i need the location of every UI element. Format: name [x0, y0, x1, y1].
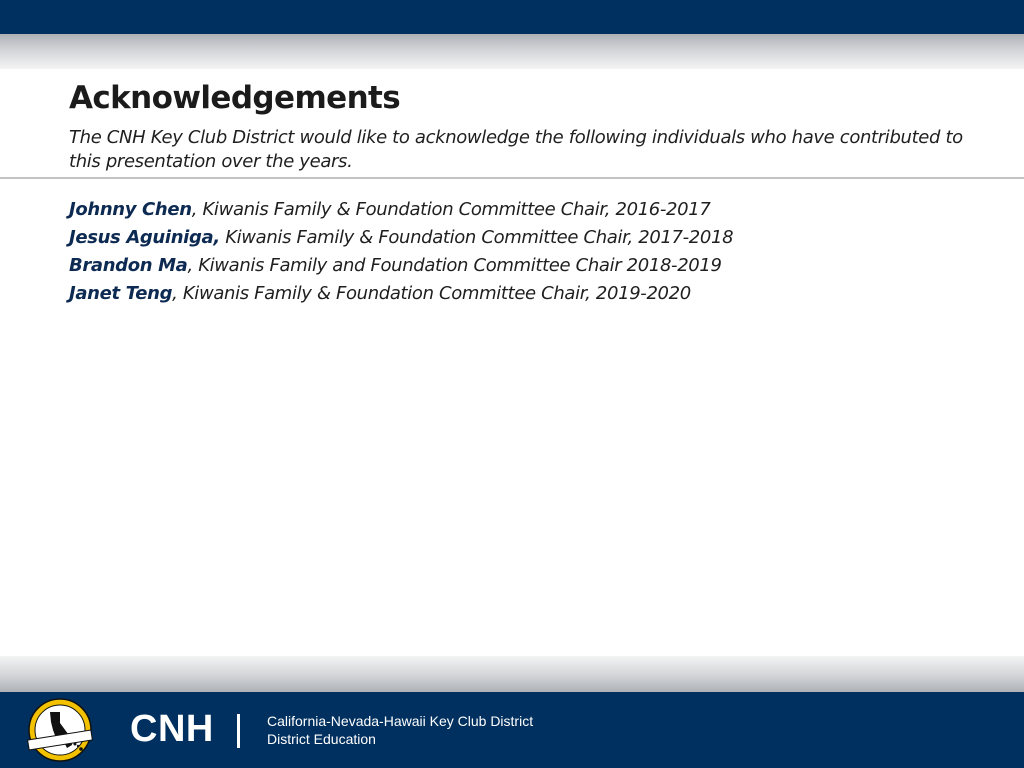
- top-navy-bar: [0, 0, 1024, 34]
- footer-text: [267, 712, 533, 748]
- title-divider: [0, 177, 1024, 179]
- person-role: Kiwanis Family & Foundation Committee Chair, 2017-2018: [219, 227, 734, 248]
- footer-separator: [237, 714, 240, 748]
- acknowledgement-item: [69, 197, 733, 225]
- slide-title: Acknowledgements: [69, 80, 401, 116]
- person-role: , Kiwanis Family & Foundation Committee Chair, 2016-2017: [191, 199, 711, 220]
- cnh-district-logo-icon: [24, 698, 96, 762]
- top-gradient-band: [0, 34, 1024, 69]
- person-name: Jesus Aguiniga,: [69, 227, 220, 248]
- slide-subtitle: The CNH Key Club District would like to acknowledge the following individuals who have contributed to this presentation over the years.: [69, 127, 963, 172]
- acknowledgement-item: [69, 225, 733, 253]
- person-name: Brandon Ma: [69, 255, 188, 276]
- footer-district-name: California-Nevada-Hawaii Key Club District: [267, 713, 534, 729]
- person-role: , Kiwanis Family & Foundation Committee Chair, 2019-2020: [172, 283, 691, 304]
- acknowledgement-list: [69, 197, 733, 309]
- person-role: , Kiwanis Family and Foundation Committee Chair 2018-2019: [187, 255, 722, 276]
- bottom-gradient-band: [0, 656, 1024, 692]
- person-name: Johnny Chen: [69, 199, 192, 220]
- cnh-brand: CNH: [130, 708, 214, 750]
- footer-department: District Education: [267, 731, 376, 747]
- person-name: Janet Teng: [69, 283, 173, 304]
- acknowledgement-item: [69, 253, 733, 281]
- acknowledgement-item: [69, 281, 733, 309]
- footer-bar: [0, 692, 1024, 768]
